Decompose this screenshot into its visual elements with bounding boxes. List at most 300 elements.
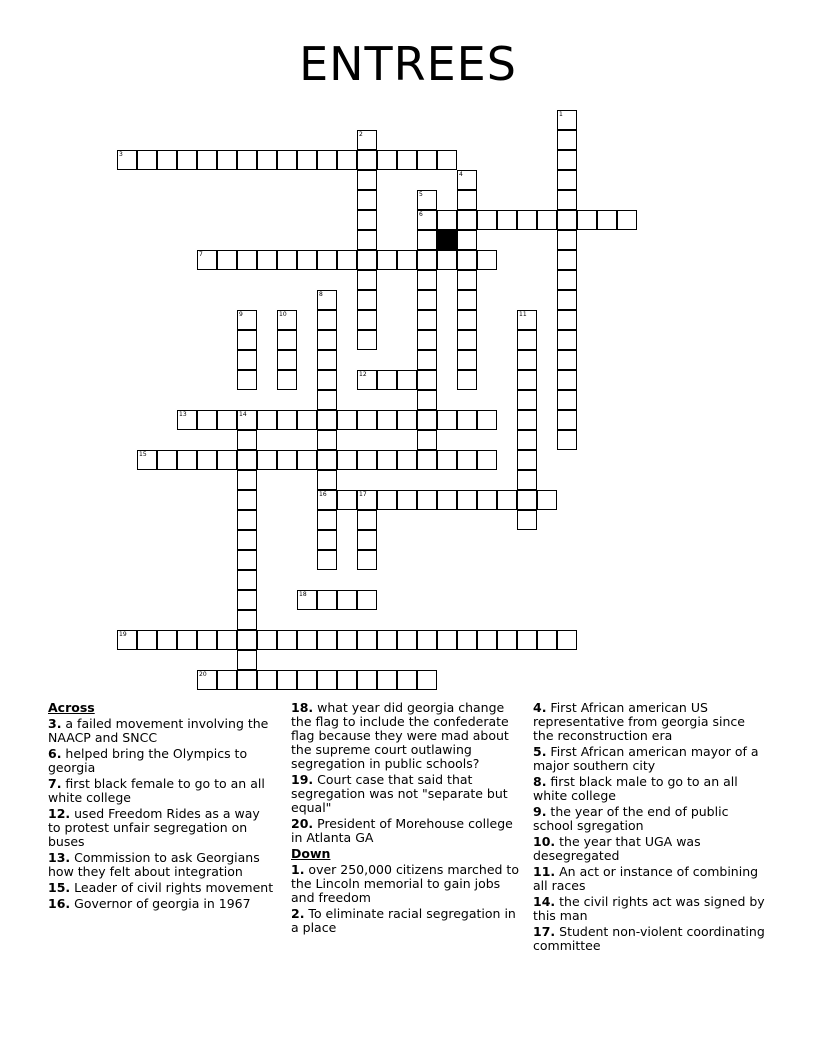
- clue-text: Student non-violent coordinating committee: [533, 924, 765, 953]
- grid-cell[interactable]: [497, 210, 517, 230]
- clue-number-label: 5.: [533, 744, 547, 759]
- grid-cell[interactable]: [397, 450, 417, 470]
- grid-cell[interactable]: [317, 310, 337, 330]
- grid-cell[interactable]: [197, 150, 217, 170]
- grid-cell[interactable]: [237, 610, 257, 630]
- grid-cell[interactable]: [557, 170, 577, 190]
- grid-cell[interactable]: [317, 250, 337, 270]
- clue-column-1: [48, 701, 276, 913]
- grid-cell[interactable]: [317, 670, 337, 690]
- clue-number: 4: [459, 171, 463, 178]
- clue-number-label: 16.: [48, 896, 71, 911]
- grid-cell[interactable]: [197, 670, 217, 690]
- grid-cell[interactable]: [457, 310, 477, 330]
- grid-cell[interactable]: [417, 410, 437, 430]
- grid-cell[interactable]: [217, 250, 237, 270]
- grid-cell[interactable]: [357, 270, 377, 290]
- clue-number-label: 4.: [533, 700, 547, 715]
- grid-cell[interactable]: [277, 370, 297, 390]
- grid-cell[interactable]: [417, 150, 437, 170]
- grid-cell[interactable]: [117, 150, 137, 170]
- clue-number-label: 14.: [533, 894, 556, 909]
- grid-cell[interactable]: [297, 150, 317, 170]
- grid-cell[interactable]: [237, 590, 257, 610]
- grid-cell[interactable]: [137, 630, 157, 650]
- grid-cell[interactable]: [237, 650, 257, 670]
- clue-text: Court case that said that segregation was not "separate but equal": [291, 772, 508, 815]
- grid-cell[interactable]: [177, 450, 197, 470]
- grid-cell[interactable]: [397, 250, 417, 270]
- grid-cell[interactable]: [457, 170, 477, 190]
- grid-cell[interactable]: [437, 410, 457, 430]
- grid-cell[interactable]: [537, 490, 557, 510]
- grid-cell[interactable]: [557, 630, 577, 650]
- clue-text: a failed movement involving the NAACP and SNCC: [48, 716, 269, 745]
- grid-cell[interactable]: [377, 630, 397, 650]
- clue-number-label: 12.: [48, 806, 71, 821]
- clue-number: 2: [359, 131, 363, 138]
- grid-cell[interactable]: [257, 630, 277, 650]
- grid-cell[interactable]: [137, 150, 157, 170]
- grid-cell[interactable]: [357, 290, 377, 310]
- grid-cell[interactable]: [477, 250, 497, 270]
- grid-cell[interactable]: [617, 210, 637, 230]
- clue-text: helped bring the Olympics to georgia: [48, 746, 248, 775]
- clue-column-2: [291, 701, 519, 937]
- clue-number: 20: [199, 671, 207, 678]
- grid-cell[interactable]: [417, 290, 437, 310]
- clue-number: 15: [139, 451, 147, 458]
- clue-number-label: 11.: [533, 864, 556, 879]
- clue-number-label: 20.: [291, 816, 314, 831]
- clue-number: 8: [319, 291, 323, 298]
- clue-text: President of Morehouse college in Atlanta GA: [291, 816, 513, 845]
- grid-cell[interactable]: [417, 230, 437, 250]
- grid-cell[interactable]: [177, 150, 197, 170]
- clue-text: the year that UGA was desegregated: [533, 834, 701, 863]
- grid-cell[interactable]: [437, 450, 457, 470]
- grid-cell[interactable]: [337, 150, 357, 170]
- grid-cell[interactable]: [337, 630, 357, 650]
- clue-text: the civil rights act was signed by this man: [533, 894, 765, 923]
- grid-cell[interactable]: [197, 250, 217, 270]
- grid-cell[interactable]: [317, 490, 337, 510]
- grid-cell[interactable]: [217, 630, 237, 650]
- grid-cell[interactable]: [317, 410, 337, 430]
- grid-cell[interactable]: [237, 430, 257, 450]
- clue-number-label: 9.: [533, 804, 547, 819]
- grid-cell[interactable]: [317, 370, 337, 390]
- clue-number-label: 18.: [291, 700, 314, 715]
- grid-cell[interactable]: [417, 430, 437, 450]
- grid-cell[interactable]: [557, 110, 577, 130]
- clue-text: what year did georgia change the flag to include the confederate flag because they were mad about the supreme court outlawing segregation in public schools?: [291, 700, 509, 771]
- grid-cell[interactable]: [557, 190, 577, 210]
- grid-cell[interactable]: [337, 250, 357, 270]
- grid-cell[interactable]: [317, 390, 337, 410]
- grid-cell[interactable]: [377, 410, 397, 430]
- grid-cell[interactable]: [557, 430, 577, 450]
- grid-cell[interactable]: [417, 490, 437, 510]
- grid-cell[interactable]: [557, 310, 577, 330]
- grid-cell[interactable]: [517, 630, 537, 650]
- grid-cell[interactable]: [237, 310, 257, 330]
- grid-cell[interactable]: [417, 270, 437, 290]
- grid-cell[interactable]: [497, 490, 517, 510]
- grid-cell[interactable]: [317, 530, 337, 550]
- grid-cell[interactable]: [317, 150, 337, 170]
- clue-down: [533, 805, 769, 833]
- grid-cell[interactable]: [277, 310, 297, 330]
- grid-cell[interactable]: [557, 250, 577, 270]
- clue-text: the year of the end of public school sgregation: [533, 804, 729, 833]
- grid-cell[interactable]: [557, 150, 577, 170]
- grid-cell[interactable]: [197, 410, 217, 430]
- grid-cell[interactable]: [357, 590, 377, 610]
- grid-cell[interactable]: [237, 630, 257, 650]
- grid-cell[interactable]: [257, 150, 277, 170]
- grid-cell[interactable]: [457, 210, 477, 230]
- grid-cell[interactable]: [477, 630, 497, 650]
- grid-cell[interactable]: [417, 250, 437, 270]
- grid-cell[interactable]: [297, 450, 317, 470]
- grid-cell[interactable]: [417, 390, 437, 410]
- clue-number-label: 17.: [533, 924, 556, 939]
- grid-cell[interactable]: [317, 430, 337, 450]
- grid-cell[interactable]: [317, 590, 337, 610]
- grid-cell[interactable]: [337, 590, 357, 610]
- grid-cell[interactable]: [497, 630, 517, 650]
- grid-cell[interactable]: [217, 150, 237, 170]
- clue-number: 1: [559, 111, 563, 118]
- clue-number-label: 6.: [48, 746, 62, 761]
- clue-number-label: 10.: [533, 834, 556, 849]
- grid-cell[interactable]: [457, 190, 477, 210]
- grid-cell[interactable]: [317, 550, 337, 570]
- grid-cell[interactable]: [557, 270, 577, 290]
- grid-cell[interactable]: [277, 410, 297, 430]
- grid-cell[interactable]: [237, 150, 257, 170]
- grid-cell[interactable]: [277, 670, 297, 690]
- grid-cell[interactable]: [457, 330, 477, 350]
- grid-cell[interactable]: [377, 670, 397, 690]
- grid-cell[interactable]: [557, 330, 577, 350]
- grid-cell[interactable]: [237, 670, 257, 690]
- grid-cell[interactable]: [397, 150, 417, 170]
- grid-cell[interactable]: [237, 450, 257, 470]
- grid-cell[interactable]: [357, 670, 377, 690]
- grid-cell[interactable]: [337, 670, 357, 690]
- grid-cell[interactable]: [557, 390, 577, 410]
- clue-text: An act or instance of combining all races: [533, 864, 759, 893]
- clue-down: [533, 865, 769, 893]
- grid-cell[interactable]: [317, 450, 337, 470]
- grid-cell[interactable]: [357, 370, 377, 390]
- grid-cell[interactable]: [217, 410, 237, 430]
- grid-cell[interactable]: [417, 330, 437, 350]
- black-square: [437, 230, 457, 250]
- grid-cell[interactable]: [237, 350, 257, 370]
- clue-text: used Freedom Rides as a way to protest unfair segregation on buses: [48, 806, 260, 849]
- grid-cell[interactable]: [237, 570, 257, 590]
- grid-cell[interactable]: [257, 250, 277, 270]
- clue-across: [48, 881, 276, 895]
- grid-cell[interactable]: [317, 350, 337, 370]
- grid-cell[interactable]: [357, 630, 377, 650]
- clue-number-label: 15.: [48, 880, 71, 895]
- clue-across: [48, 807, 276, 849]
- clue-text: First African american mayor of a major southern city: [533, 744, 759, 773]
- clue-number: 10: [279, 311, 287, 318]
- clue-number-label: 3.: [48, 716, 62, 731]
- grid-cell[interactable]: [517, 210, 537, 230]
- grid-cell[interactable]: [277, 330, 297, 350]
- grid-cell[interactable]: [517, 510, 537, 530]
- grid-cell[interactable]: [177, 410, 197, 430]
- grid-cell[interactable]: [377, 250, 397, 270]
- clue-text: first black female to go to an all white college: [48, 776, 265, 805]
- clue-number: 11: [519, 311, 527, 318]
- grid-cell[interactable]: [417, 350, 437, 370]
- clue-number-label: 19.: [291, 772, 314, 787]
- grid-cell[interactable]: [397, 630, 417, 650]
- grid-cell[interactable]: [397, 670, 417, 690]
- clue-number: 7: [199, 251, 203, 258]
- clue-across: [291, 817, 519, 845]
- grid-cell[interactable]: [537, 630, 557, 650]
- grid-cell[interactable]: [237, 490, 257, 510]
- grid-cell[interactable]: [217, 450, 237, 470]
- grid-cell[interactable]: [477, 490, 497, 510]
- grid-cell[interactable]: [417, 670, 437, 690]
- grid-cell[interactable]: [557, 210, 577, 230]
- grid-cell[interactable]: [417, 210, 437, 230]
- grid-cell[interactable]: [477, 450, 497, 470]
- clue-number-label: 1.: [291, 862, 305, 877]
- grid-cell[interactable]: [417, 450, 437, 470]
- grid-cell[interactable]: [357, 510, 377, 530]
- clue-down: [533, 745, 769, 773]
- grid-cell[interactable]: [437, 210, 457, 230]
- grid-cell[interactable]: [357, 330, 377, 350]
- grid-cell[interactable]: [517, 370, 537, 390]
- grid-cell[interactable]: [557, 290, 577, 310]
- clue-across: [48, 777, 276, 805]
- grid-cell[interactable]: [157, 450, 177, 470]
- grid-cell[interactable]: [357, 210, 377, 230]
- grid-cell[interactable]: [397, 490, 417, 510]
- grid-cell[interactable]: [257, 410, 277, 430]
- clue-text: Governor of georgia in 1967: [70, 896, 251, 911]
- grid-cell[interactable]: [317, 330, 337, 350]
- grid-cell[interactable]: [137, 450, 157, 470]
- clue-down: [533, 775, 769, 803]
- clue-across: [48, 717, 276, 745]
- grid-cell[interactable]: [317, 630, 337, 650]
- grid-cell[interactable]: [457, 290, 477, 310]
- grid-cell[interactable]: [297, 670, 317, 690]
- grid-cell[interactable]: [477, 410, 497, 430]
- grid-cell[interactable]: [237, 370, 257, 390]
- grid-cell[interactable]: [357, 450, 377, 470]
- grid-cell[interactable]: [277, 250, 297, 270]
- grid-cell[interactable]: [517, 310, 537, 330]
- grid-cell[interactable]: [457, 230, 477, 250]
- grid-cell[interactable]: [517, 450, 537, 470]
- clue-number: 9: [239, 311, 243, 318]
- grid-cell[interactable]: [357, 150, 377, 170]
- clue-number: 17: [359, 491, 367, 498]
- grid-cell[interactable]: [197, 450, 217, 470]
- grid-cell[interactable]: [517, 430, 537, 450]
- grid-cell[interactable]: [517, 490, 537, 510]
- clue-number: 5: [419, 191, 423, 198]
- clue-number-label: 2.: [291, 906, 305, 921]
- grid-cell[interactable]: [557, 410, 577, 430]
- clue-number-label: 8.: [533, 774, 547, 789]
- grid-cell[interactable]: [357, 190, 377, 210]
- grid-cell[interactable]: [377, 370, 397, 390]
- grid-cell[interactable]: [517, 410, 537, 430]
- grid-cell[interactable]: [237, 250, 257, 270]
- grid-cell[interactable]: [297, 410, 317, 430]
- grid-cell[interactable]: [377, 150, 397, 170]
- grid-cell[interactable]: [357, 250, 377, 270]
- grid-cell[interactable]: [417, 190, 437, 210]
- grid-cell[interactable]: [437, 150, 457, 170]
- clue-number: 6: [419, 211, 423, 218]
- grid-cell[interactable]: [277, 150, 297, 170]
- clue-down: [533, 835, 769, 863]
- grid-cell[interactable]: [517, 470, 537, 490]
- clue-number: 12: [359, 371, 367, 378]
- grid-cell[interactable]: [237, 470, 257, 490]
- clue-down: [291, 863, 519, 905]
- grid-cell[interactable]: [297, 630, 317, 650]
- clue-text: To eliminate racial segregation in a place: [291, 906, 516, 935]
- clue-across: [48, 897, 276, 911]
- grid-cell[interactable]: [557, 370, 577, 390]
- grid-cell[interactable]: [397, 370, 417, 390]
- grid-cell[interactable]: [517, 390, 537, 410]
- grid-cell[interactable]: [357, 410, 377, 430]
- grid-cell[interactable]: [297, 250, 317, 270]
- clue-down: [291, 907, 519, 935]
- grid-cell[interactable]: [377, 450, 397, 470]
- grid-cell[interactable]: [457, 410, 477, 430]
- grid-cell[interactable]: [437, 630, 457, 650]
- grid-cell[interactable]: [577, 210, 597, 230]
- clue-number: 14: [239, 411, 247, 418]
- grid-cell[interactable]: [317, 290, 337, 310]
- down-heading: Down: [291, 846, 331, 861]
- grid-cell[interactable]: [237, 530, 257, 550]
- clue-text: over 250,000 citizens marched to the Lincoln memorial to gain jobs and freedom: [291, 862, 519, 905]
- clue-across: [291, 773, 519, 815]
- grid-cell[interactable]: [537, 210, 557, 230]
- grid-cell[interactable]: [457, 630, 477, 650]
- grid-cell[interactable]: [477, 210, 497, 230]
- clue-number: 13: [179, 411, 187, 418]
- grid-cell[interactable]: [337, 410, 357, 430]
- clue-down: [533, 701, 769, 743]
- across-heading: Across: [48, 700, 95, 715]
- grid-cell[interactable]: [457, 250, 477, 270]
- grid-cell[interactable]: [457, 350, 477, 370]
- grid-cell[interactable]: [297, 590, 317, 610]
- grid-cell[interactable]: [117, 630, 137, 650]
- grid-cell[interactable]: [237, 550, 257, 570]
- grid-cell[interactable]: [517, 330, 537, 350]
- grid-cell[interactable]: [437, 250, 457, 270]
- clue-column-3: [533, 701, 769, 955]
- clue-number-label: 13.: [48, 850, 71, 865]
- grid-cell[interactable]: [317, 510, 337, 530]
- clue-number: 19: [119, 631, 127, 638]
- grid-cell[interactable]: [357, 130, 377, 150]
- clue-down: [533, 925, 769, 953]
- grid-cell[interactable]: [357, 550, 377, 570]
- grid-cell[interactable]: [377, 490, 397, 510]
- grid-cell[interactable]: [177, 630, 197, 650]
- grid-cell[interactable]: [357, 310, 377, 330]
- clue-number: 16: [319, 491, 327, 498]
- grid-cell[interactable]: [157, 150, 177, 170]
- grid-cell[interactable]: [557, 130, 577, 150]
- grid-cell[interactable]: [597, 210, 617, 230]
- grid-cell[interactable]: [357, 170, 377, 190]
- clue-text: Commission to ask Georgians how they felt about integration: [48, 850, 260, 879]
- grid-cell[interactable]: [277, 350, 297, 370]
- grid-cell[interactable]: [437, 490, 457, 510]
- grid-cell[interactable]: [457, 450, 477, 470]
- grid-cell[interactable]: [277, 630, 297, 650]
- clue-text: First African american US representative from georgia since the reconstruction era: [533, 700, 745, 743]
- grid-cell[interactable]: [237, 330, 257, 350]
- grid-cell[interactable]: [337, 450, 357, 470]
- grid-cell[interactable]: [217, 670, 237, 690]
- grid-cell[interactable]: [457, 370, 477, 390]
- grid-cell[interactable]: [517, 350, 537, 370]
- clue-across: [291, 701, 519, 771]
- grid-cell[interactable]: [397, 410, 417, 430]
- grid-cell[interactable]: [357, 230, 377, 250]
- clue-number: 3: [119, 151, 123, 158]
- grid-cell[interactable]: [357, 530, 377, 550]
- grid-cell[interactable]: [237, 510, 257, 530]
- clue-number: 18: [299, 591, 307, 598]
- grid-cell[interactable]: [357, 490, 377, 510]
- grid-cell[interactable]: [237, 410, 257, 430]
- clue-across: [48, 747, 276, 775]
- grid-cell[interactable]: [277, 450, 297, 470]
- grid-cell[interactable]: [317, 470, 337, 490]
- grid-cell[interactable]: [197, 630, 217, 650]
- grid-cell[interactable]: [417, 630, 437, 650]
- grid-cell[interactable]: [417, 310, 437, 330]
- grid-cell[interactable]: [557, 350, 577, 370]
- grid-cell[interactable]: [557, 230, 577, 250]
- clue-text: Leader of civil rights movement: [70, 880, 274, 895]
- grid-cell[interactable]: [157, 630, 177, 650]
- grid-cell[interactable]: [337, 490, 357, 510]
- grid-cell[interactable]: [457, 270, 477, 290]
- grid-cell[interactable]: [257, 450, 277, 470]
- grid-cell[interactable]: [417, 370, 437, 390]
- grid-cell[interactable]: [457, 490, 477, 510]
- page-title: ENTREES: [299, 37, 517, 91]
- grid-cell[interactable]: [257, 670, 277, 690]
